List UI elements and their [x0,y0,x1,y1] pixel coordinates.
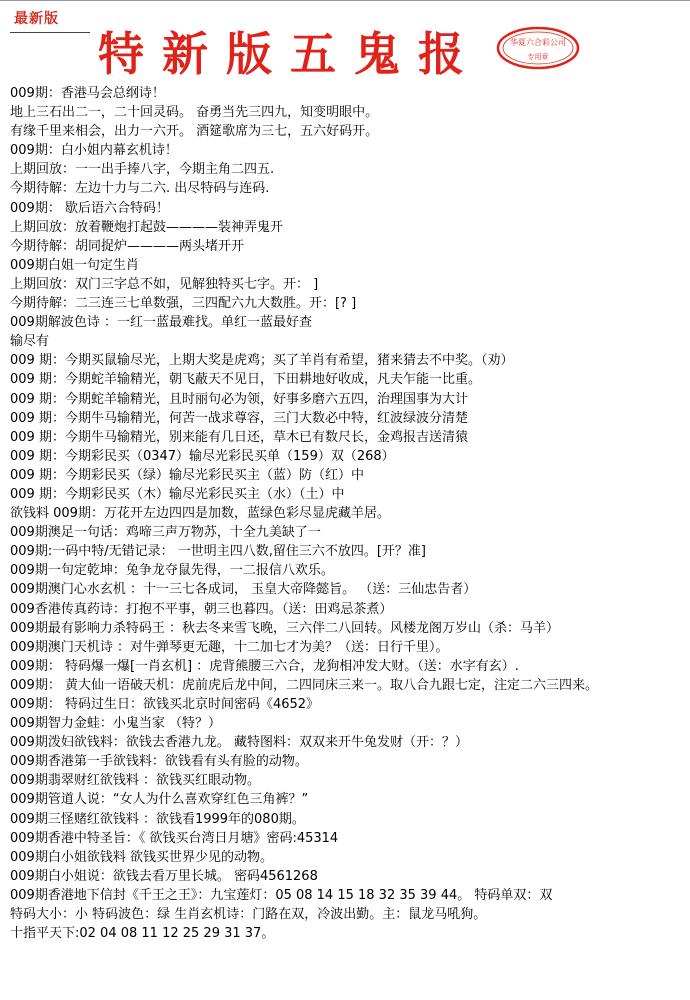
text-line: 009 期：今期牛马输精光，别来能有几日还，草木已有数尺长，金鸡报吉送清猿 [10,429,468,445]
text-line: 009 期：今期彩民买（0347）输尽光彩民买单（159）双（268） [10,448,395,464]
text-line: 009期： 特码爆一爆[一肖玄机] ：虎背熊腰三六合，龙狗相冲发大财。（送：水字有玄）. [10,658,519,674]
text-line: 009 期：今期彩民买（木）输尽光彩民买主（水）（土）中 [10,486,345,502]
text-line: 009期三怪赌红欲钱料 ：欲钱看1999年的080期。 [10,811,305,827]
text-line: 009期解波色诗 ：一红一蓝最难找。单红一蓝最好查 [10,315,312,331]
text-line: 009期智力金蛙：小鬼当家 （特？） [10,716,221,732]
text-line: 009期： 特码过生日：欲钱买北京时间密码《4652》 [10,697,320,712]
text-line: 009期澳门天机诗 ：对牛弹琴更无趣，十二加七才为美？（送：日行千里）。 [10,639,449,655]
stamp-text-top: 华夏六合彩公司 [510,38,566,47]
text-line: 009期香港地下信封《千王之王》：九宝莲灯：05 08 14 15 18 32 35 39 44。 特码单双：双 [10,887,553,903]
tag-underline [10,32,90,33]
text-line: 009期一句定乾坤：兔争龙夺鼠先得，一二报信八欢乐。 [10,563,334,579]
text-line: 输尽有 [10,334,50,350]
red-seal-stamp [496,26,580,70]
text-line: 009期： 黄大仙一语破天机：虎前虎后龙中间，二四同床三来一。取八合九跟七定，注定二六三四来。 [10,677,598,693]
text-line: 009期：白小姐内幕玄机诗！ [10,143,178,159]
text-line: 009期澳足一句话：鸡啼三声万物苏，十全九美缺了一 [10,525,321,541]
text-line: 009期最有影响力杀特码王 ：秋去冬来雪飞晚，三六伴二八回转。风楼龙阁万岁山（杀：马羊） [10,620,559,636]
text-line: 009香港传真药诗：打抱不平事，朝三也暮四。（送：田鸡忌茶煮） [10,601,393,617]
text-line: 上期回放：双门三字总不如，见解独特买七字。开： ] [10,276,319,292]
text-line: 009期泼妇欲钱料：欲钱去香港九龙。 藏特图料：双双来开牛兔发财（开：？） [10,735,468,751]
header [0,0,690,84]
text-line: 十指平天下:02 04 08 11 12 25 29 31 37。 [10,926,275,942]
top-rule [0,0,690,1]
text-line: 009期白姐一句定生肖 [10,257,139,273]
text-line: 欲钱料 009期：万花开左边四四是加数，蓝绿色彩尽显虎藏羊居。 [10,506,390,522]
text-line: 有缘千里来相会，出力一六开。 酒筵歌席为三七，五六好码开。 [10,124,379,140]
text-line: 009期管道人说：“女人为什么喜欢穿红色三角裤？” [10,792,309,808]
text-line: 今期待解：左边十力与二六. 出尽特码与连码. [10,181,270,197]
text-line: 009期:一码中特/无错记录： 一世明主四八数,留住三六不放四。[开？准] [10,544,426,560]
edition-tag: 最新版 [14,11,59,27]
text-line: 地上三石出二一，二十回灵码。 奋勇当先三四九，知变明眼中。 [10,105,379,121]
text-line: 009期白小姐欲钱料 欲钱买世界少见的动物。 [10,849,273,865]
stamp-text-bottom: 专用章 [527,53,549,61]
text-line: 009 期：今期蛇羊输精光，朝飞蔽天不见日，下田耕地好收成，凡夫乍能一比重。 [10,372,481,388]
text-line: 009期翡翠财红欲钱料 ：欲钱买红眼动物。 [10,773,260,789]
text-line: 009 期：今期蛇羊输精光，且时丽句必为领，好事多磨六五四，治理国事为大计 [10,391,468,407]
text-line: 009期：香港马会总纲诗！ [10,86,165,101]
text-line: 009期香港中特圣旨：《 欲钱买台湾日月塘》密码:45314 [10,830,339,846]
text-line: 009期香港第一手欲钱料：欲钱看有头有脸的动物。 [10,754,308,770]
text-line: 009期： 歇后语六合特码！ [10,200,169,216]
text-line: 今期待解：胡同捉炉————两头堵开开 [10,238,245,254]
page-title: 特新版五鬼报 [98,27,482,81]
content-lines [10,84,688,943]
text-line: 特码大小：小 特码波色：绿 生肖玄机诗：门路在双，冷波出勤。主：鼠龙马吼狗。 [10,907,487,923]
text-line: 009 期：今期彩民买（绿）输尽光彩民买主（蓝）防（红）中 [10,467,364,483]
text-line: 上期回放：放着鞭炮打起鼓————装神弄鬼开 [10,219,284,235]
text-line: 009期澳门心水玄机 ：十一三七各成词， 玉皇大帝降懿旨。 （送：三仙忠告者） [10,582,477,598]
text-line: 上期回放：一一出手捧八字，今期主角二四五. [10,162,275,178]
text-line: 009 期：今期牛马输精光，何苦一战求尊容，三门大数必中特，红波绿波分清楚 [10,410,468,426]
text-line: 009期白小姐说：欲钱去看万里长城。 密码4561268 [10,868,318,884]
text-line: 今期待解：二三连三七单数强，三四配六九大数胜。开：[? ] [10,296,357,312]
text-line: 009 期：今期买鼠输尽光，上期大奖是虎鸡；买了羊肖有希望，猪来猜去不中奖。（劝） [10,353,514,369]
